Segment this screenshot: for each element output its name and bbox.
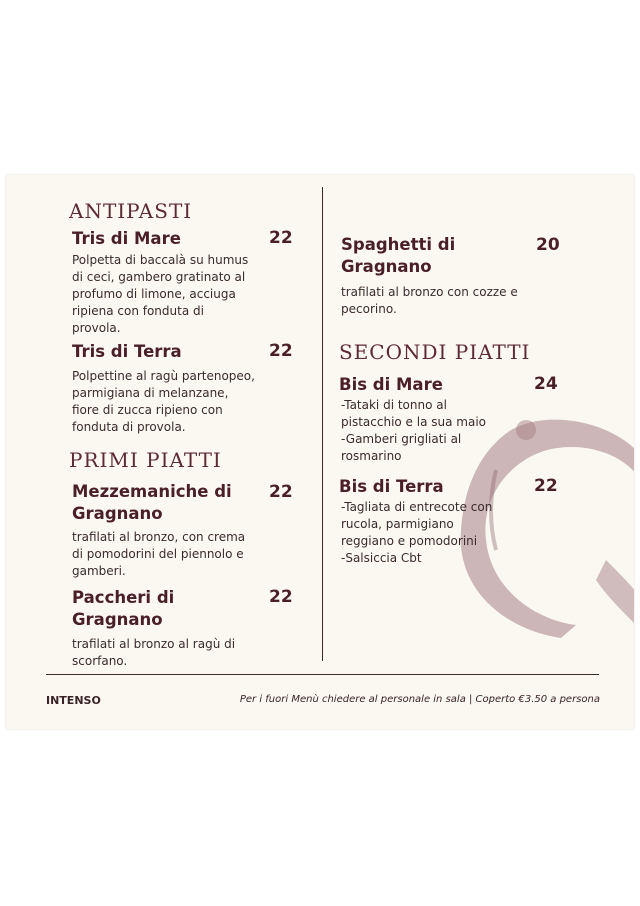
item-name-tris-di-terra: Tris di Terra xyxy=(72,342,182,361)
section-title-primi: PRIMI PIATTI xyxy=(69,448,222,472)
item-name-tris-di-mare: Tris di Mare xyxy=(72,229,181,248)
item-price-tris-di-mare: 22 xyxy=(269,228,293,248)
item-desc-bis-di-terra: -Tagliata di entrecote con rucola, parmigiano reggiano e pomodorini -Salsiccia Cbt xyxy=(341,500,493,565)
item-name-mezzemaniche: Mezzemaniche di Gragnano xyxy=(72,482,232,523)
item-name-bis-di-mare: Bis di Mare xyxy=(339,375,443,394)
item-name-bis-di-terra: Bis di Terra xyxy=(339,477,444,496)
section-title-antipasti: ANTIPASTI xyxy=(69,199,193,223)
item-price-paccheri: 22 xyxy=(269,587,293,607)
item-price-tris-di-terra: 22 xyxy=(269,341,293,361)
item-desc-tris-di-mare: Polpetta di baccalà su humus di ceci, gambero gratinato al profumo di limone, acciuga ripiena con fonduta di provola. xyxy=(72,253,249,335)
item-price-mezzemaniche: 22 xyxy=(269,482,293,502)
item-price-bis-di-mare: 24 xyxy=(534,374,558,394)
footer-note: Per i fuori Menù chiedere al personale in sala | Coperto €3.50 a persona xyxy=(239,694,600,705)
section-title-secondi: SECONDI PIATTI xyxy=(339,340,531,364)
item-price-spaghetti: 20 xyxy=(536,235,560,255)
footer-brand: INTENSO xyxy=(46,694,101,707)
item-desc-bis-di-mare: -Tataki di tonno al pistacchio e la sua maio -Gamberi grigliati al rosmarino xyxy=(341,398,486,463)
footer-divider xyxy=(46,674,599,675)
item-desc-paccheri: trafilati al bronzo al ragù di scorfano. xyxy=(72,637,236,668)
item-desc-mezzemaniche: trafilati al bronzo, con crema di pomodorini del piennolo e gamberi. xyxy=(72,530,246,578)
item-name-paccheri: Paccheri di Gragnano xyxy=(72,588,175,629)
item-desc-spaghetti: trafilati al bronzo con cozze e pecorino. xyxy=(341,285,518,316)
item-name-spaghetti: Spaghetti di Gragnano xyxy=(341,235,456,276)
item-desc-tris-di-terra: Polpettine al ragù partenopeo, parmigiana di melanzane, fiore di zucca ripieno con fonduta di provola. xyxy=(72,369,255,434)
column-divider xyxy=(322,187,323,661)
menu-card xyxy=(6,175,634,729)
item-price-bis-di-terra: 22 xyxy=(534,476,558,496)
